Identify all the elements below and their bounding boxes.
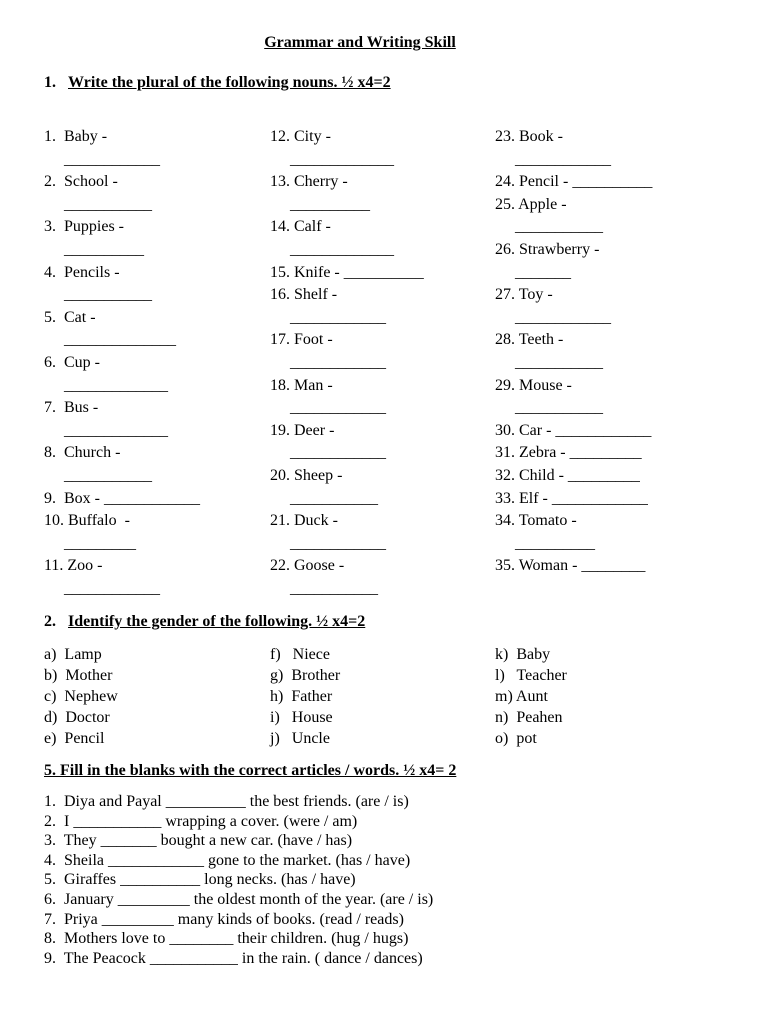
plural-item: 9. Box - ____________ [44, 489, 200, 507]
plural-item: 25. Apple - [495, 195, 567, 213]
plural-item: ___________ [495, 354, 603, 371]
gender-item: c) Nephew [44, 688, 118, 705]
plural-item: 4. Pencils - [44, 263, 120, 281]
gender-item: i) House [270, 709, 333, 726]
plural-item: ___________ [44, 286, 152, 304]
plural-item: _________ [44, 534, 136, 552]
plural-item: 23. Book - [495, 128, 563, 145]
plural-item: 18. Man - [270, 376, 333, 394]
plural-item: 35. Woman - ________ [495, 557, 646, 575]
gender-item: g) Brother [270, 667, 341, 684]
section-2-heading: 2. Identify the gender of the following. ½ x4=2 [44, 613, 366, 630]
gender-item: d) Doctor [44, 709, 110, 726]
gender-item: l) Teacher [495, 667, 567, 684]
plural-item: 19. Deer - [270, 421, 335, 439]
fill-blank-item: 1. Diya and Payal __________ the best friends. (are / is) [44, 793, 409, 810]
plural-item: ____________ [270, 399, 386, 417]
plural-item: ___________ [270, 580, 378, 597]
plural-item: 10. Buffalo - [44, 512, 130, 530]
fill-blank-item: 8. Mothers love to ________ their children. (hug / hugs) [44, 930, 409, 948]
plural-item: 8. Church - [44, 444, 121, 462]
plural-item: ___________ [44, 195, 152, 213]
plural-item: 26. Strawberry - [495, 241, 600, 258]
plural-item: 20. Sheep - [270, 467, 343, 484]
plural-item: ____________ [495, 308, 611, 326]
plural-item: __________ [495, 534, 595, 552]
plural-item: 17. Foot - [270, 331, 333, 349]
fill-blank-item: 6. January _________ the oldest month of the year. (are / is) [44, 891, 434, 908]
plural-item: 7. Bus - [44, 399, 99, 417]
plural-item: 12. City - [270, 128, 331, 145]
plural-item: 30. Car - ____________ [495, 421, 652, 439]
plural-item: 5. Cat - [44, 308, 96, 326]
plural-item: _____________ [270, 241, 394, 258]
fill-blank-item: 3. They _______ bought a new car. (have / has) [44, 832, 353, 850]
fill-blank-item: 9. The Peacock ___________ in the rain. ( dance / dances) [44, 949, 423, 967]
plural-item: ____________ [44, 150, 160, 168]
gender-item: b) Mother [44, 667, 113, 684]
gender-item: n) Peahen [495, 709, 563, 726]
plural-item: 33. Elf - ____________ [495, 489, 648, 507]
plural-item: ______________ [44, 331, 176, 349]
plural-item: 16. Shelf - [270, 286, 338, 304]
plural-item: ____________ [270, 354, 386, 371]
plural-item: 32. Child - _________ [495, 467, 640, 484]
plural-item: ____________ [44, 580, 160, 597]
plural-item: 1. Baby - [44, 128, 108, 145]
plural-item: 3. Puppies - [44, 218, 124, 236]
gender-item: m) Aunt [495, 688, 548, 705]
plural-item: 2. School - [44, 173, 118, 191]
plural-item: _____________ [270, 150, 394, 168]
plural-item: ____________ [270, 444, 386, 462]
gender-item: a) Lamp [44, 646, 102, 663]
plural-item: __________ [270, 195, 370, 213]
gender-item: f) Niece [270, 646, 330, 663]
section-5-heading: 5. Fill in the blanks with the correct articles / words. ½ x4= 2 [44, 762, 457, 779]
plural-item: 24. Pencil - __________ [495, 173, 653, 191]
plural-item: 27. Toy - [495, 286, 553, 304]
plural-item: 6. Cup - [44, 354, 100, 371]
gender-item: e) Pencil [44, 730, 105, 747]
plural-item: ____________ [495, 150, 611, 168]
plural-item: _____________ [44, 376, 168, 394]
gender-item: j) Uncle [270, 730, 330, 747]
plural-item: ___________ [270, 489, 378, 507]
gender-item: o) pot [495, 730, 537, 747]
gender-item: k) Baby [495, 646, 551, 663]
plural-item: ___________ [495, 399, 603, 417]
fill-blank-item: 7. Priya _________ many kinds of books. (read / reads) [44, 910, 404, 928]
plural-item: 21. Duck - [270, 512, 338, 530]
section-1-heading: 1. Write the plural of the following nouns. ½ x4=2 [44, 74, 391, 91]
page-title: Grammar and Writing Skill [264, 34, 456, 51]
fill-blank-item: 2. I ___________ wrapping a cover. (were / am) [44, 812, 358, 830]
plural-item: ___________ [44, 467, 152, 484]
plural-item: 29. Mouse - [495, 376, 572, 394]
fill-blank-item: 4. Sheila ____________ gone to the market. (has / have) [44, 851, 411, 869]
plural-item: __________ [44, 241, 144, 258]
plural-item: 34. Tomato - [495, 512, 577, 530]
plural-item: ____________ [270, 308, 386, 326]
plural-item: 11. Zoo - [44, 557, 103, 575]
plural-item: 22. Goose - [270, 557, 345, 575]
gender-item: h) Father [270, 688, 333, 705]
plural-item: 14. Calf - [270, 218, 331, 236]
plural-item: 31. Zebra - _________ [495, 444, 642, 462]
plural-item: ____________ [270, 534, 386, 552]
plural-item: _______ [495, 263, 571, 281]
plural-item: ___________ [495, 218, 603, 236]
plural-item: 15. Knife - __________ [270, 263, 424, 281]
plural-item: 13. Cherry - [270, 173, 348, 191]
plural-item: _____________ [44, 421, 168, 439]
plural-item: 28. Teeth - [495, 331, 564, 349]
fill-blank-item: 5. Giraffes __________ long necks. (has / have) [44, 871, 356, 889]
